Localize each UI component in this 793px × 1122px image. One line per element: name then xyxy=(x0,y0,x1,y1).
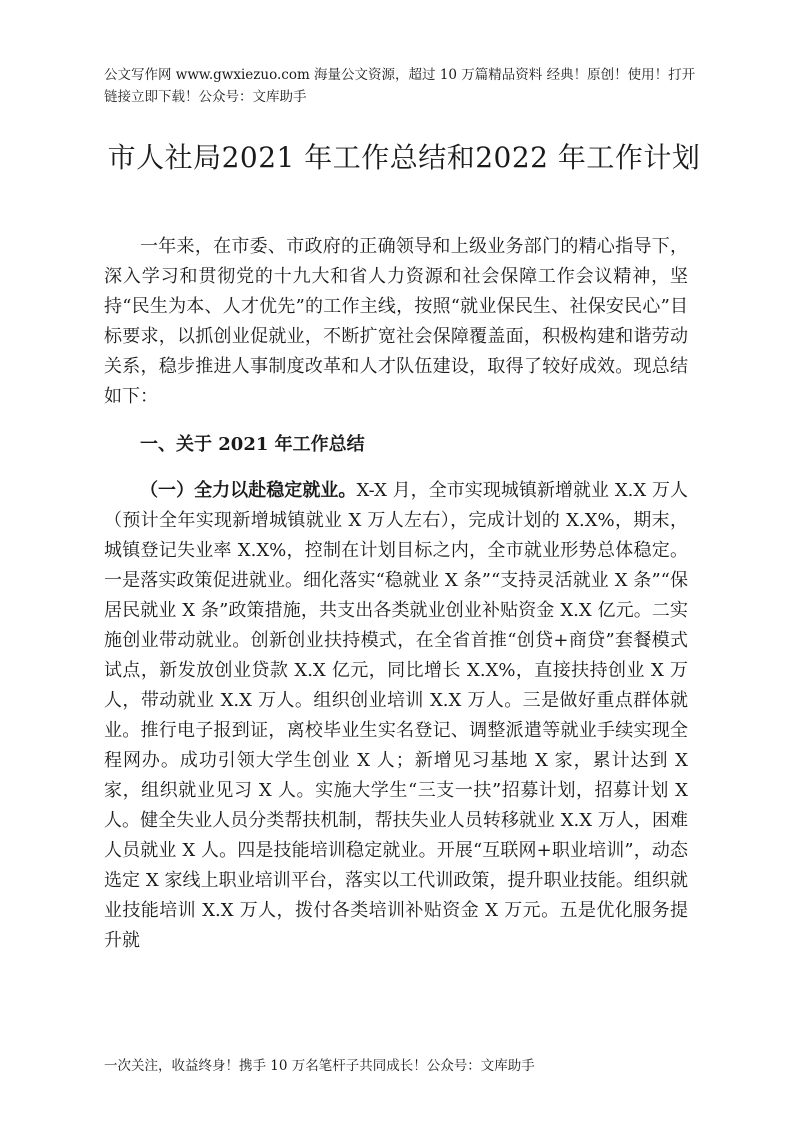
intro-paragraph: 一年来，在市委、市政府的正确领导和上级业务部门的精心指导下，深入学习和贯彻党的十九大和省人力资源和社会保障工作会议精神，坚持“民生为本、人才优先”的工作主线，按照“就业保民生、社保安民心”目标要求，以抓创业促就业，不断扩宽社会保障覆盖面，积极构建和谐劳动关系，稳步推进人事制度改革和人才队伍建设，取得了较好成效。现总结如下： xyxy=(104,236,688,407)
section-heading: 一、关于 2021 年工作总结 xyxy=(140,434,365,455)
sub-section-text: X-X 月，全市实现城镇新增就业 X.X 万人（预计全年实现新增城镇就业 X 万人左右），完成计划的 X.X%，期末，城镇登记失业率 X.X%，控制在计划目标之内，全市就业形势总体稳定。一是落实政策促进就业。细化落实“稳就业 X 条”“支持灵活就业 X 条”“保居民就业 X 条”政策措施，共支出各类就业创业补贴资金 X.X 亿元。二实施创业带动就业。创新创业扶持模式，在全省首推“创贷+商贷”套餐模式试点，新发放创业贷款 X.X 亿元，同比增长 X.X%，直接扶持创业 X 万人，带动就业 X.X 万人。组织创业培训 X.X 万人。三是做好重点群体就业。推行电子报到证，离校毕业生实名登记、调整派遣等就业手续实现全程网办。成功引领大学生创业 X 人；新增见习基地 X 家，累计达到 X 家，组织就业见习 X 人。实施大学生“三支一扶”招募计划，招募计划 X 人。健全失业人员分类帮扶机制，帮扶失业人员转移就业 X.X 万人，困难人员就业 X 人。四是技能培训稳定就业。开展“互联网+职业培训”，动态选定 X 家线上职业培训平台，落实以工代训政策，提升职业技能。组织就业技能培训 X.X 万人，拨付各类培训补贴资金 X 万元。五是优化服务提升就 xyxy=(104,480,688,951)
header-note: 公文写作网 www.gwxiezuo.com 海量公文资源，超过 10 万篇精品资料 经典！原创！使用！打开链接立即下载！公众号：文库助手 xyxy=(104,67,696,105)
sub-heading: （一）全力以赴稳定就业。 xyxy=(140,480,357,501)
section-paragraph xyxy=(104,476,688,956)
footer-note: 一次关注，收益终身！携手 10 万名笔杆子共同成长！公众号：文库助手 xyxy=(104,1058,535,1074)
document-body xyxy=(104,232,688,956)
document-title: 市人社局2021 年工作总结和2022 年工作计划 xyxy=(107,141,701,174)
